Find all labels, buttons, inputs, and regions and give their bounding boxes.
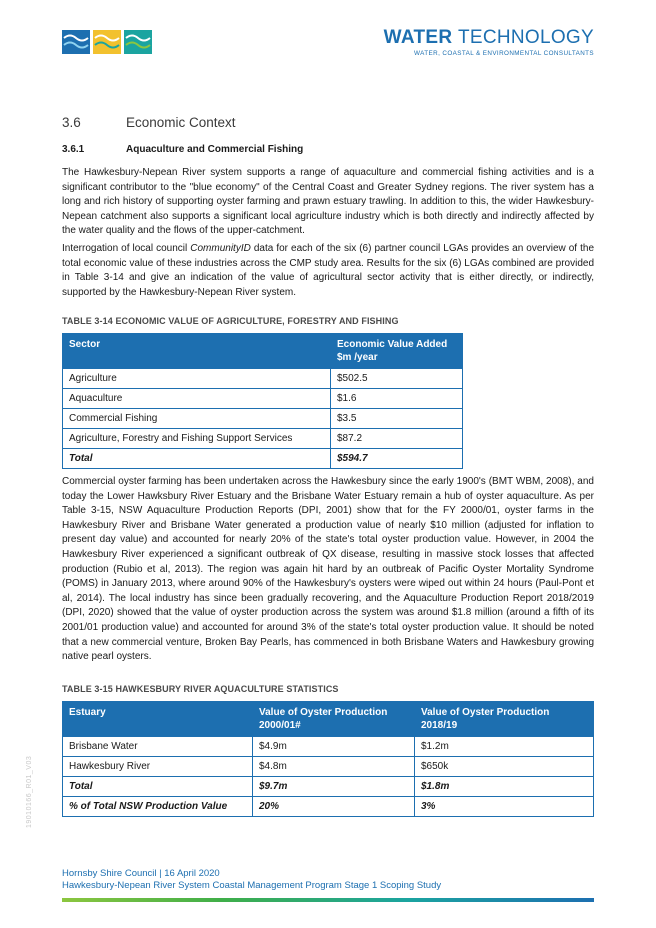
section-number: 3.6 [62, 115, 81, 130]
table-header-row [63, 334, 463, 369]
table-cell: Agriculture, Forestry and Fishing Support Services [63, 429, 331, 449]
paragraph-intro: The Hawkesbury-Nepean River system supports a range of aquaculture and commercial fishing activities and is a significant contributor to the "blue economy" of the Central Coast and Greater Sydney regions. The river system has a long and rich history of supporting oyster farming and prawn estuary trawling. In addition to this, the wider Hawkesbury-Nepean catchment also supports a significant local agriculture industry which is both directly and indirectly affected by the water quality and the flows of the upper-catchment. [62, 167, 594, 237]
table-cell: $650k [415, 757, 594, 777]
table-cell: % of Total NSW Production Value [63, 797, 253, 817]
table-cell: $1.8m [415, 777, 594, 797]
column-header: Sector [63, 334, 331, 369]
table-cell: $4.8m [253, 757, 415, 777]
table-cell: $502.5 [331, 369, 463, 389]
brand-name: WATER TECHNOLOGY [383, 27, 594, 48]
table-row [63, 429, 463, 449]
aquaculture-stats-table [62, 701, 594, 817]
table-cell: $87.2 [331, 429, 463, 449]
table-row [63, 389, 463, 409]
subsection-number: 3.6.1 [62, 144, 85, 155]
table-cell: $3.5 [331, 409, 463, 429]
table-caption: TABLE 3-15 HAWKESBURY RIVER AQUACULTURE STATISTICS [62, 684, 339, 694]
subsection-heading [62, 144, 303, 155]
table-total-row [63, 449, 463, 469]
table-caption: TABLE 3-14 ECONOMIC VALUE OF AGRICULTURE, FORESTRY AND FISHING [62, 316, 399, 326]
table-cell: Brisbane Water [63, 737, 253, 757]
page-footer [62, 868, 441, 892]
section-heading [62, 115, 236, 130]
communityid-term: CommunityID [190, 243, 251, 254]
footer-client-date: Hornsby Shire Council | 16 April 2020 [62, 868, 220, 879]
footer-gradient-bar [62, 898, 594, 902]
table-row [63, 737, 594, 757]
paragraph-communityid: Interrogation of local council CommunityID data for each of the six (6) partner council LGAs provides an overview of the total economic value of these industries across the CMP study area. Results for the six (6) LGAs combined are provided in Table 3-14 and give an indication of the value of agricultural sector activity that is either directly, or indirectly, supported by the Hawkesbury-Nepean River system. [62, 243, 594, 298]
section-title: Economic Context [126, 115, 236, 130]
column-header: Value of Oyster Production 2000/01# [253, 702, 415, 737]
company-logo-icon [62, 30, 154, 54]
table-header-row [63, 702, 594, 737]
table-cell: Total [63, 449, 331, 469]
footer-report-title: Hawkesbury-Nepean River System Coastal Management Program Stage 1 Scoping Study [62, 880, 442, 891]
table-cell: $594.7 [331, 449, 463, 469]
subsection-title: Aquaculture and Commercial Fishing [126, 144, 304, 155]
table-cell: $1.2m [415, 737, 594, 757]
table-cell: Agriculture [63, 369, 331, 389]
column-header: Estuary [63, 702, 253, 737]
table-cell: 3% [415, 797, 594, 817]
table-cell: $9.7m [253, 777, 415, 797]
table-cell: Aquaculture [63, 389, 331, 409]
table-cell: Commercial Fishing [63, 409, 331, 429]
table-cell: $1.6 [331, 389, 463, 409]
table-total-row [63, 777, 594, 797]
column-header: Economic Value Added $m /year [331, 334, 463, 369]
economic-value-table [62, 333, 463, 469]
table-cell: Total [63, 777, 253, 797]
document-code: 19010166_R01_V03 [26, 755, 33, 828]
table-row [63, 757, 594, 777]
table-cell: 20% [253, 797, 415, 817]
table-row [63, 369, 463, 389]
table-cell: $4.9m [253, 737, 415, 757]
table-total-row [63, 797, 594, 817]
column-header: Value of Oyster Production 2018/19 [415, 702, 594, 737]
table-row [63, 409, 463, 429]
table-cell: Hawkesbury River [63, 757, 253, 777]
brand-block [384, 28, 594, 57]
paragraph-oyster-farming: Commercial oyster farming has been undertaken across the Hawkesbury since the early 1900's (BMT WBM, 2008), and today the Lower Hawksbury River Estuary and the Brisbane Water Estuary remain a hub of oyster aquaculture. As per Table 3-15, NSW Aquaculture Production Reports (DPI, 2001) show that for the FY 2000/01, oyster farms in the Hawkesbury River and Brisbane Water generated a production value of nearly $10 million (adjusted for inflation to present day value) and accounted for nearly 20% of the state's total oyster production value. However, in 2004 the Hawkesbury River experienced a significant outbreak of QX disease, resulting in massive stock losses that affected production (Rubio et al, 2013). The region was again hit hard by an outbreak of Pacific Oyster Mortality Syndrome (POMS) in January 2013, where around 90% of the Hawkesbury's oysters were wiped out within 24 hours (Paul-Pont et al, 2014). The local industry has since been gradually recovering, and the Aquaculture Production Report 2018/2019 (DPI, 2020) showed that the value of oyster production across the system was around $1.8 million (around a fifth of its 2001/01 production value) and accounted for around 3% of the state's total oyster production value. It should be noted that a new commercial venture, Broken Bay Pearls, has commenced in both Brisbane Waters and Hawkesbury growing native pearl oysters. [62, 476, 594, 663]
brand-tagline: WATER, COASTAL & ENVIRONMENTAL CONSULTANTS [414, 50, 594, 57]
